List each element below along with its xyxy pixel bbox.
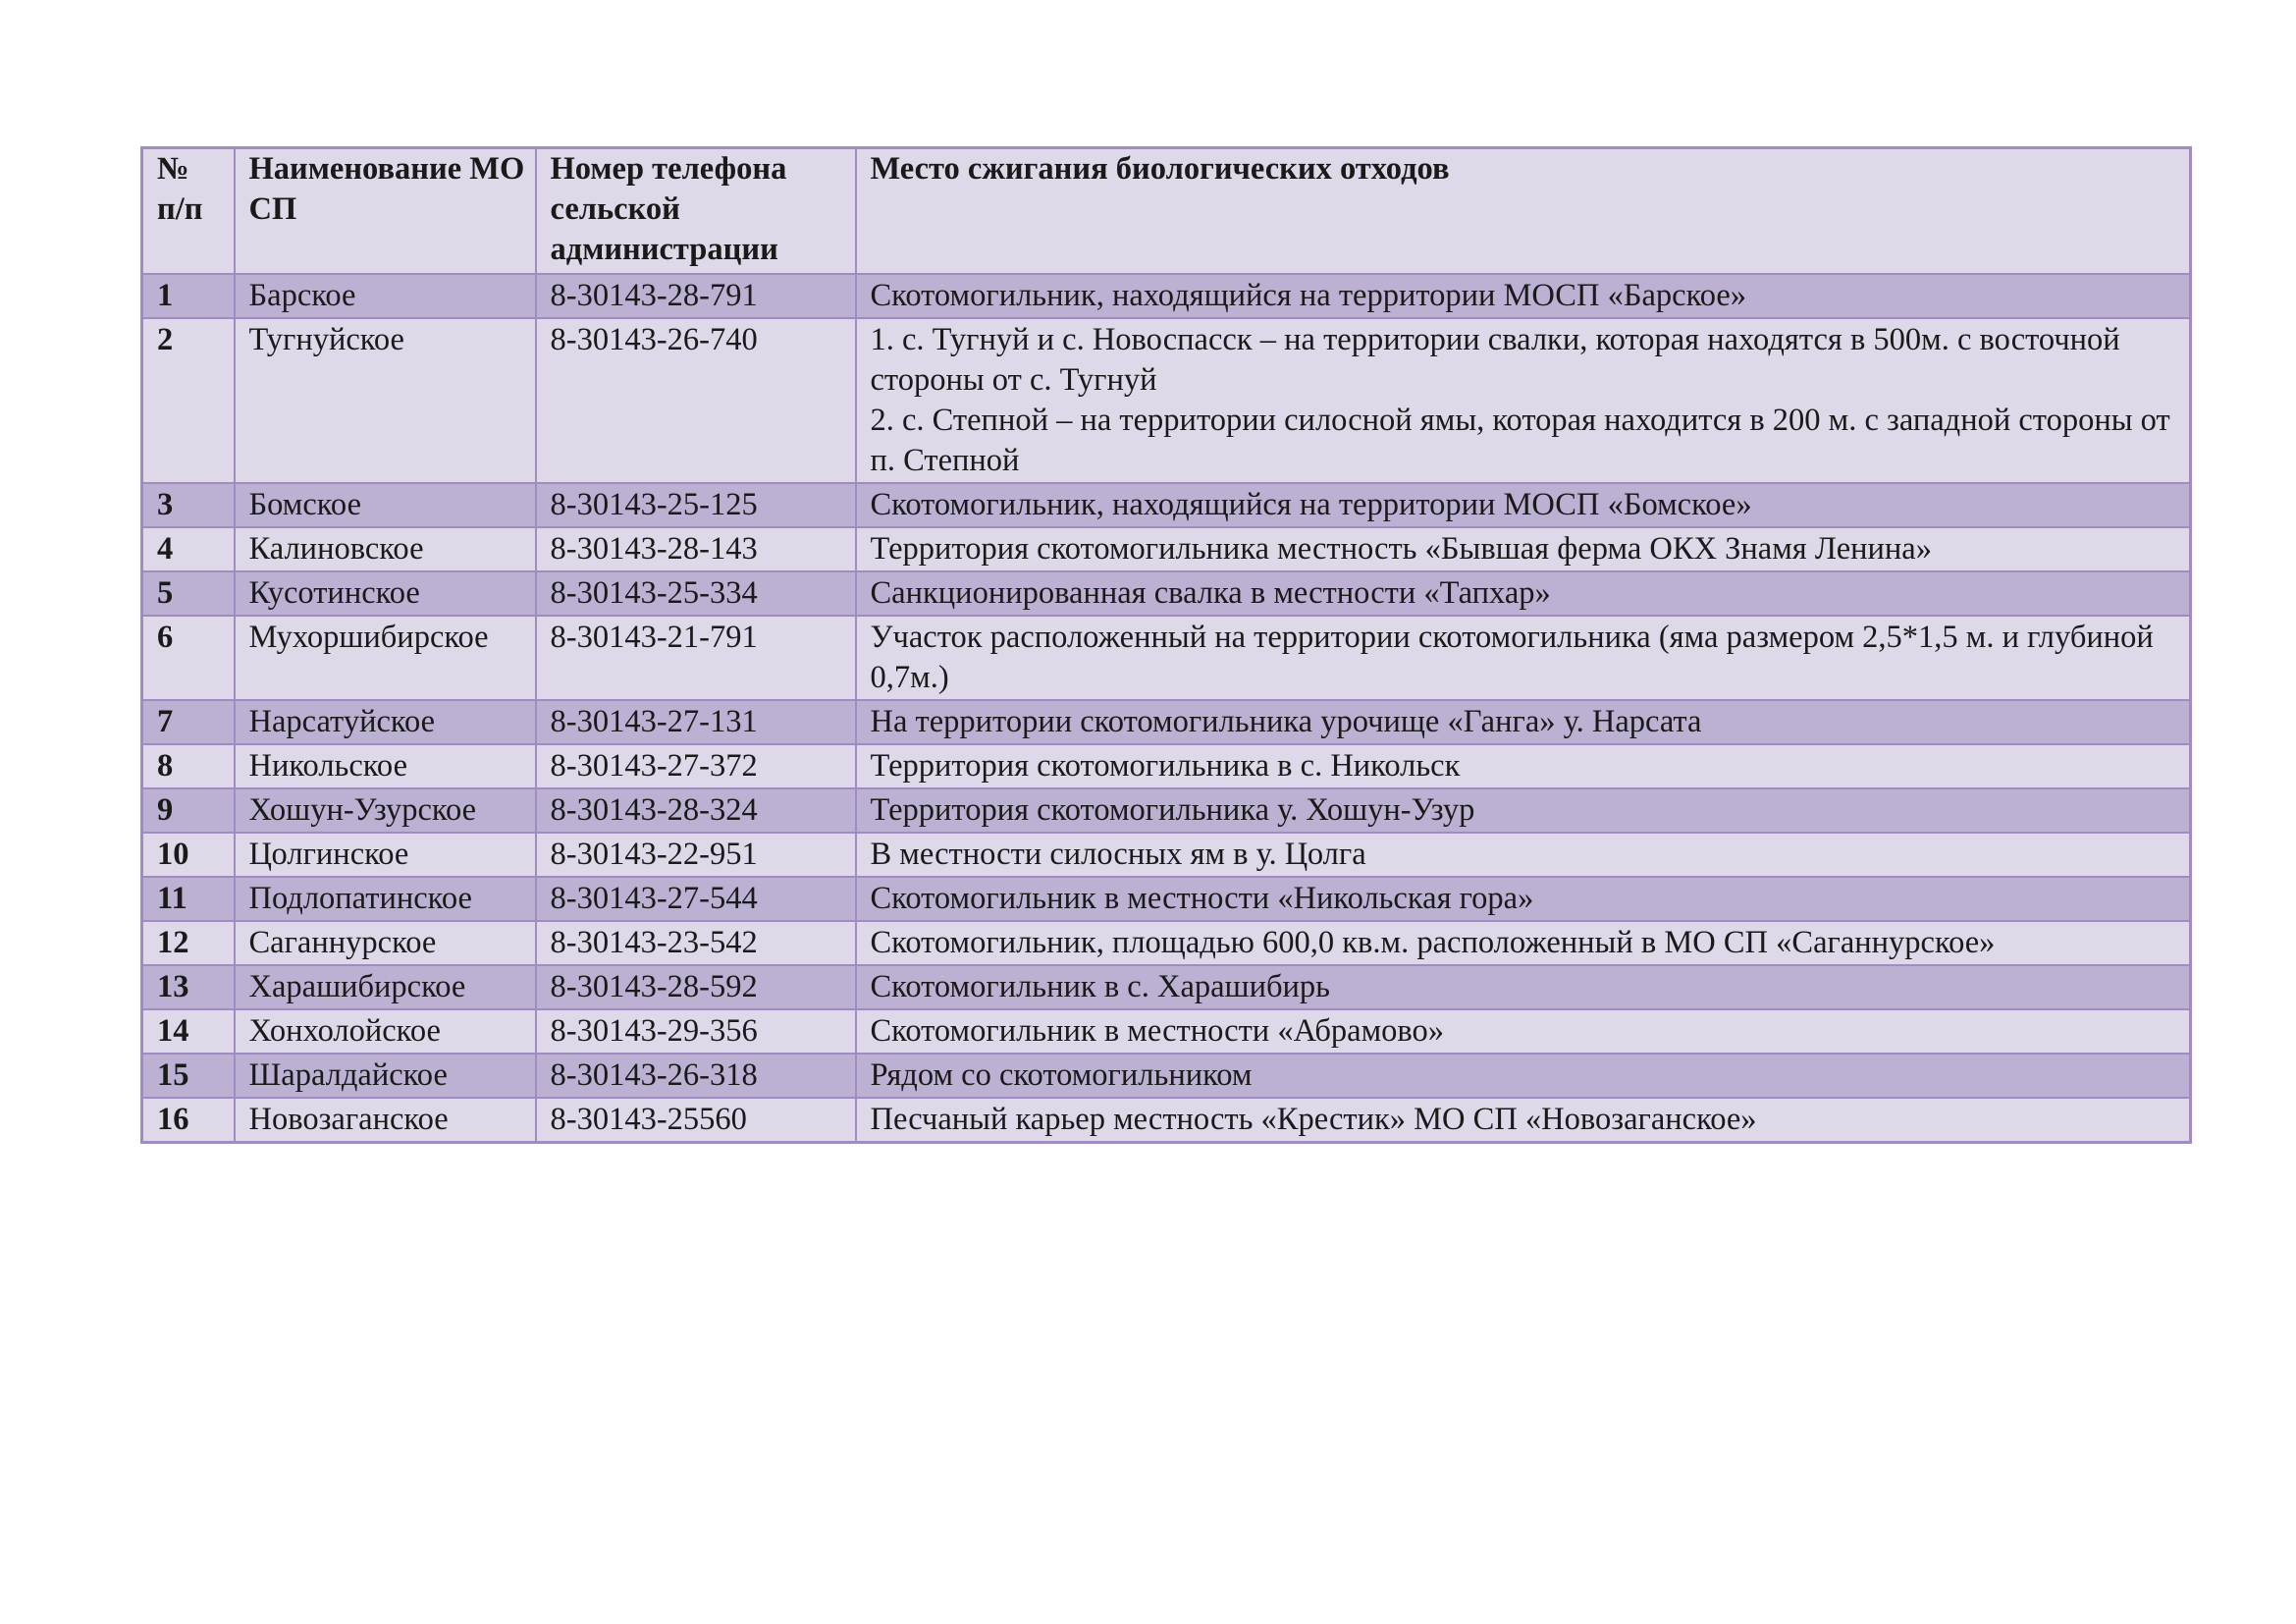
header-number: № п/п	[142, 148, 235, 275]
municipality-name: Бомское	[235, 483, 536, 527]
municipality-name: Калиновское	[235, 527, 536, 571]
disposal-place	[856, 700, 2191, 744]
row-number: 7	[142, 700, 235, 744]
disposal-place-line: В местности силосных ям в у. Цолга	[870, 837, 1366, 872]
municipality-name: Барское	[235, 274, 536, 318]
table-body	[142, 274, 2191, 1143]
phone-number: 8-30143-21-791	[536, 616, 856, 700]
municipality-name: Цолгинское	[235, 833, 536, 877]
disposal-place	[856, 274, 2191, 318]
table-row	[142, 1009, 2191, 1054]
table-row	[142, 527, 2191, 571]
table-header	[142, 148, 2191, 275]
disposal-place	[856, 1054, 2191, 1098]
row-number: 11	[142, 877, 235, 921]
row-number: 6	[142, 616, 235, 700]
disposal-sites-table	[140, 146, 2192, 1144]
row-number: 5	[142, 571, 235, 616]
row-number: 10	[142, 833, 235, 877]
row-number: 3	[142, 483, 235, 527]
disposal-place-line: На территории скотомогильника урочище «Ганга» у. Нарсата	[870, 704, 1702, 739]
header-phone: Номер телефона сельской администрации	[536, 148, 856, 275]
disposal-place	[856, 483, 2191, 527]
municipality-name: Харашибирское	[235, 965, 536, 1009]
disposal-place	[856, 833, 2191, 877]
row-number: 4	[142, 527, 235, 571]
row-number: 16	[142, 1098, 235, 1143]
disposal-place	[856, 1009, 2191, 1054]
phone-number: 8-30143-26-740	[536, 318, 856, 483]
header-row	[142, 148, 2191, 275]
table-row	[142, 921, 2191, 965]
municipality-name: Мухоршибирское	[235, 616, 536, 700]
phone-number: 8-30143-25-334	[536, 571, 856, 616]
municipality-name: Тугнуйское	[235, 318, 536, 483]
table-row	[142, 744, 2191, 788]
disposal-place-line: Санкционированная свалка в местности «Тапхар»	[870, 575, 1551, 611]
phone-number: 8-30143-22-951	[536, 833, 856, 877]
disposal-place	[856, 965, 2191, 1009]
table-row	[142, 788, 2191, 833]
municipality-name: Хонхолойское	[235, 1009, 536, 1054]
table-row	[142, 877, 2191, 921]
table-row	[142, 700, 2191, 744]
table-row	[142, 274, 2191, 318]
table-row	[142, 965, 2191, 1009]
municipality-name: Шаралдайское	[235, 1054, 536, 1098]
disposal-place	[856, 616, 2191, 700]
disposal-place	[856, 318, 2191, 483]
municipality-name: Подлопатинское	[235, 877, 536, 921]
disposal-place-line: Территория скотомогильника в с. Никольск	[870, 748, 1461, 784]
disposal-place-line: Территория скотомогильника у. Хошун-Узур	[870, 792, 1475, 828]
table-row	[142, 483, 2191, 527]
phone-number: 8-30143-23-542	[536, 921, 856, 965]
phone-number: 8-30143-25560	[536, 1098, 856, 1143]
table-row	[142, 318, 2191, 483]
phone-number: 8-30143-28-592	[536, 965, 856, 1009]
municipality-name: Новозаганское	[235, 1098, 536, 1143]
disposal-place-line: Скотомогильник в местности «Абрамово»	[870, 1013, 1445, 1049]
table-row	[142, 833, 2191, 877]
disposal-place-line: Участок расположенный на территории скотомогильника (яма размером 2,5*1,5 м. и глубиной 0,7м.)	[870, 620, 2154, 695]
row-number: 2	[142, 318, 235, 483]
row-number: 1	[142, 274, 235, 318]
row-number: 8	[142, 744, 235, 788]
disposal-place-line: Скотомогильник, находящийся на территории МОСП «Бомское»	[870, 487, 1752, 522]
table-row	[142, 571, 2191, 616]
phone-number: 8-30143-28-143	[536, 527, 856, 571]
phone-number: 8-30143-27-544	[536, 877, 856, 921]
disposal-place	[856, 527, 2191, 571]
disposal-place-line: Песчаный карьер местность «Крестик» МО СП «Новозаганское»	[870, 1102, 1757, 1137]
disposal-place-line: 2. с. Степной – на территории силосной ямы, которая находится в 200 м. с западной стороны от п. Степной	[870, 403, 2170, 478]
municipality-name: Кусотинское	[235, 571, 536, 616]
disposal-place	[856, 744, 2191, 788]
disposal-place-line: Скотомогильник в местности «Никольская гора»	[870, 881, 1534, 916]
municipality-name: Саганнурское	[235, 921, 536, 965]
row-number: 15	[142, 1054, 235, 1098]
disposal-place-line: 1. с. Тугнуй и с. Новоспасск – на территории свалки, которая находятся в 500м. с восточной стороны от с. Тугнуй	[870, 322, 2120, 398]
row-number: 14	[142, 1009, 235, 1054]
disposal-place	[856, 877, 2191, 921]
table-row	[142, 1054, 2191, 1098]
disposal-place	[856, 788, 2191, 833]
phone-number: 8-30143-25-125	[536, 483, 856, 527]
phone-number: 8-30143-26-318	[536, 1054, 856, 1098]
table-row	[142, 616, 2191, 700]
phone-number: 8-30143-28-791	[536, 274, 856, 318]
phone-number: 8-30143-28-324	[536, 788, 856, 833]
phone-number: 8-30143-27-372	[536, 744, 856, 788]
table-row	[142, 1098, 2191, 1143]
municipality-name: Хошун-Узурское	[235, 788, 536, 833]
row-number: 9	[142, 788, 235, 833]
disposal-place-line: Территория скотомогильника местность «Бывшая ферма ОКХ Знамя Ленина»	[870, 531, 1932, 567]
header-municipality: Наименование МО СП	[235, 148, 536, 275]
disposal-place	[856, 921, 2191, 965]
phone-number: 8-30143-29-356	[536, 1009, 856, 1054]
disposal-place	[856, 571, 2191, 616]
phone-number: 8-30143-27-131	[536, 700, 856, 744]
disposal-place-line: Рядом со скотомогильником	[870, 1057, 1253, 1093]
disposal-place-line: Скотомогильник, находящийся на территории МОСП «Барское»	[870, 278, 1747, 313]
disposal-place-line: Скотомогильник, площадью 600,0 кв.м. расположенный в МО СП «Саганнурское»	[870, 925, 1996, 960]
disposal-place	[856, 1098, 2191, 1143]
disposal-place-line: Скотомогильник в с. Харашибирь	[870, 969, 1330, 1004]
row-number: 12	[142, 921, 235, 965]
row-number: 13	[142, 965, 235, 1009]
header-place: Место сжигания биологических отходов	[856, 148, 2191, 275]
municipality-name: Нарсатуйское	[235, 700, 536, 744]
municipality-name: Никольское	[235, 744, 536, 788]
